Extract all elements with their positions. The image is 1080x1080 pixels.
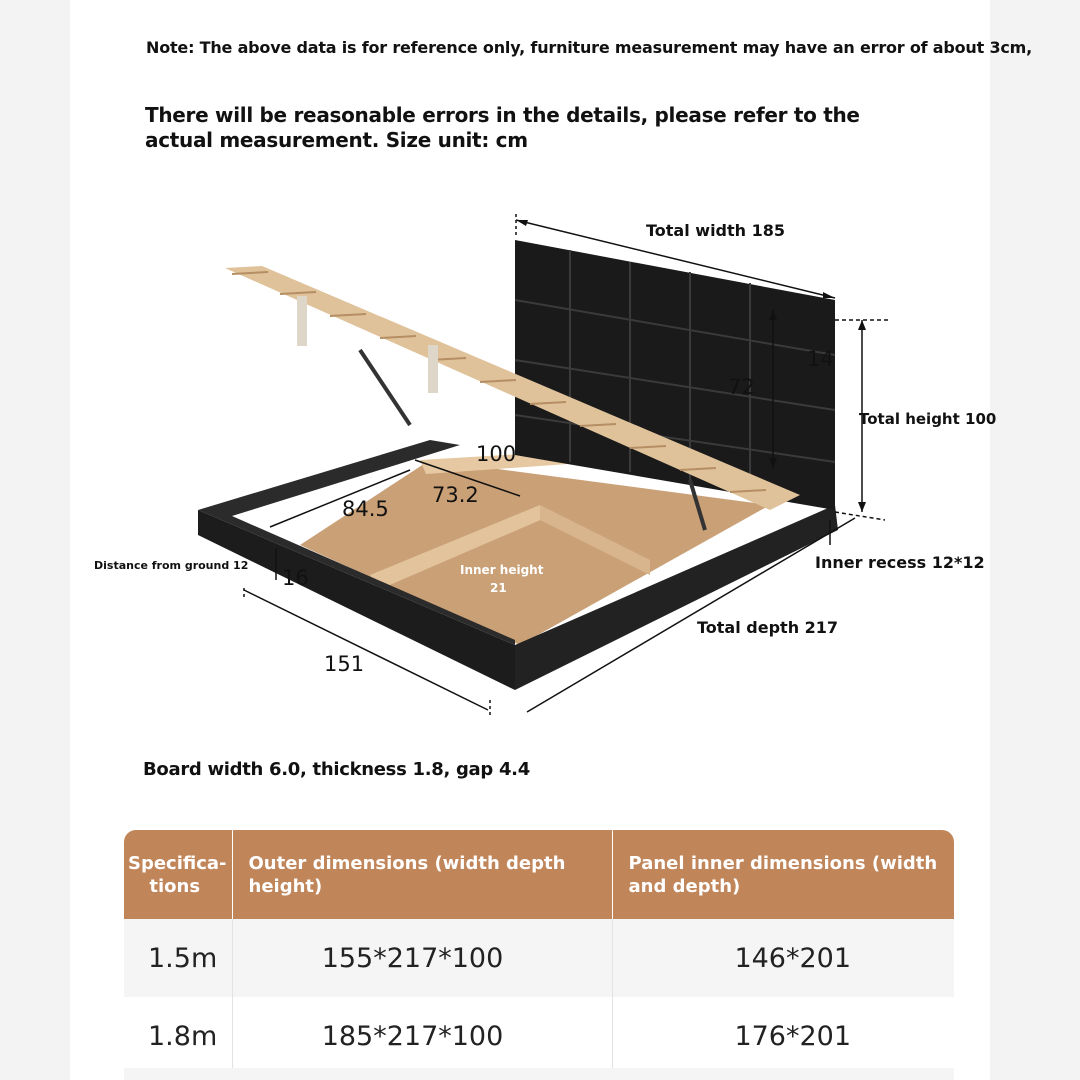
outer-cell: 185*217*100 [232, 997, 612, 1075]
headboard-top-label: 14 [807, 347, 834, 371]
header-specifications [124, 830, 232, 919]
arrow-height-top [858, 320, 866, 330]
header-specifications-text: Specifica- tions [128, 852, 227, 897]
header-outer-dimensions: Outer dimensions (width depth height) [232, 830, 612, 919]
outer-cell: 155*217*100 [232, 919, 612, 997]
error-note: There will be reasonable errors in the details, please refer to the actual measurement. Size unit: cm [145, 103, 860, 152]
header-inner-dimensions: Panel inner dimensions (width and depth) [612, 830, 954, 919]
inner-height-label-1: Inner height [460, 563, 544, 577]
inner-recess-label: Inner recess 12*12 [815, 553, 985, 572]
ground-distance-label: Distance from ground 12 [94, 559, 249, 572]
inner-cell: 146*201 [612, 919, 954, 997]
arrow-height-bottom [858, 502, 866, 512]
total-depth-label: Total depth 217 [697, 618, 839, 637]
arrow-width-left [516, 220, 528, 226]
frame-length-label: 151 [324, 652, 365, 676]
headboard [515, 240, 835, 510]
inner-cell: 176*201 [612, 997, 954, 1075]
inner-height-label-2: 21 [490, 581, 507, 595]
reference-note: Note: The above data is for reference only, furniture measurement may have an error of about 3cm, [146, 38, 1033, 57]
arrow-width-right [823, 292, 835, 298]
spec-table [124, 830, 954, 1075]
total-width-label: Total width 185 [646, 221, 786, 240]
table-row [124, 997, 954, 1075]
headboard-height-label: 72 [728, 375, 755, 399]
table-row [124, 919, 954, 997]
spec-cell: 1.5m [124, 919, 232, 997]
board-note: Board width 6.0, thickness 1.8, gap 4.4 [143, 759, 530, 780]
total-height-label: Total height 100 [859, 410, 997, 428]
spec-cell: 1.8m [124, 997, 232, 1075]
storage-depth-b-label: 73.2 [432, 483, 479, 507]
storage-width-label: 100 [476, 442, 517, 466]
spec-header-row [124, 830, 954, 919]
table-bottom-strip [124, 1068, 954, 1080]
frame-height-label: 16 [282, 566, 309, 590]
storage-depth-a-label: 84.5 [342, 497, 389, 521]
